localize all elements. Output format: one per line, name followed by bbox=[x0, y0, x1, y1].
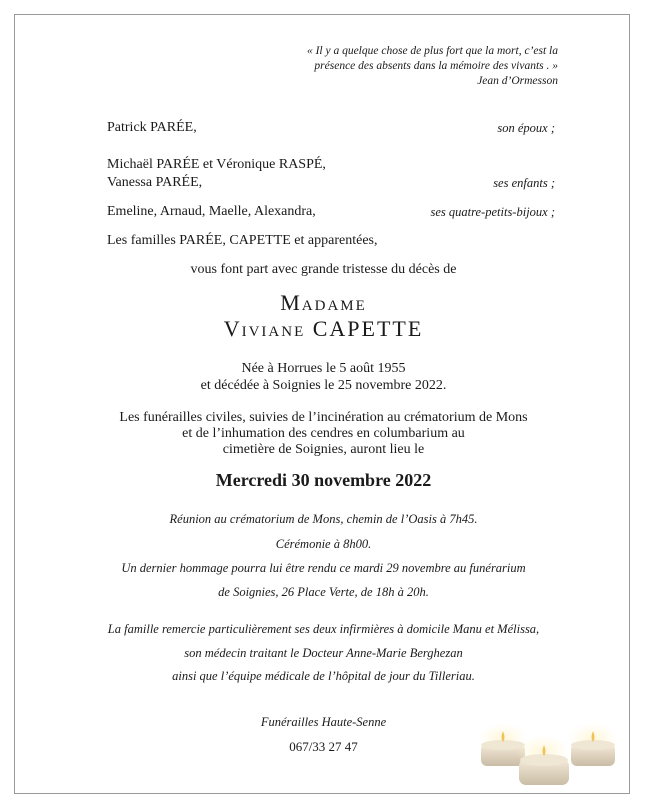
schedule-ceremony: Cérémonie à 8h00. bbox=[275, 537, 372, 551]
thanks-line-2: son médecin traitant le Docteur Anne-Marie Berghezan bbox=[184, 646, 463, 660]
family-name-relatives: Les familles PARÉE, CAPETTE et apparentées, bbox=[107, 233, 378, 248]
funeral-line-2: et de l’inhumation des cendres en columbarium au bbox=[182, 426, 465, 441]
family-name-spouse: Patrick PARÉE, bbox=[107, 120, 197, 135]
funeral-home-name: Funérailles Haute-Senne bbox=[260, 715, 387, 729]
quote-author: Jean d’Ormesson bbox=[477, 75, 558, 87]
funeral-home-phone: 067/33 27 47 bbox=[289, 739, 358, 754]
family-relation-children: ses enfants ; bbox=[493, 176, 555, 190]
quote-line-2: présence des absents dans la mémoire des vivants . » bbox=[314, 60, 558, 72]
candle-center-icon bbox=[517, 735, 569, 785]
announcement-intro: vous font part avec grande tristesse du décès de bbox=[190, 262, 457, 277]
schedule-homage-1: Un dernier hommage pourra lui être rendu ce mardi 29 novembre au funérarium bbox=[121, 561, 526, 575]
thanks-line-3: ainsi que l’équipe médicale de l’hôpital de jour du Tilleriau. bbox=[172, 669, 475, 683]
schedule-homage-2: de Soignies, 26 Place Verte, de 18h à 20h. bbox=[218, 585, 429, 599]
family-name-grandchildren: Emeline, Arnaud, Maelle, Alexandra, bbox=[107, 204, 316, 219]
funeral-line-1: Les funérailles civiles, suivies de l’incinération au crématorium de Mons bbox=[119, 410, 528, 425]
family-relation-spouse: son époux ; bbox=[497, 121, 555, 135]
funeral-line-3: cimetière de Soignies, auront lieu le bbox=[222, 442, 425, 457]
funeral-date: Mercredi 30 novembre 2022 bbox=[215, 470, 432, 490]
quote-line-1: « Il y a quelque chose de plus fort que la mort, c’est la bbox=[306, 45, 558, 57]
family-name-child-2: Vanessa PARÉE, bbox=[107, 175, 203, 190]
death-line: et décédée à Soignies le 25 novembre 2022. bbox=[200, 378, 447, 393]
birth-line: Née à Horrues le 5 août 1955 bbox=[241, 361, 406, 376]
candle-right-icon bbox=[569, 723, 617, 766]
epigraph-quote bbox=[200, 44, 558, 89]
family-name-child-1: Michaël PARÉE et Véronique RASPÉ, bbox=[107, 157, 326, 172]
family-relation-grandchildren: ses quatre-petits-bijoux ; bbox=[430, 205, 555, 219]
deceased-name: Viviane CAPETTE bbox=[223, 316, 424, 341]
thanks-line-1: La famille remercie particulièrement ses deux infirmières à domicile Manu et Mélissa, bbox=[107, 622, 540, 636]
deceased-title: Madame bbox=[280, 290, 367, 315]
schedule-reunion: Réunion au crématorium de Mons, chemin de l’Oasis à 7h45. bbox=[169, 512, 478, 526]
candles-illustration bbox=[473, 709, 633, 794]
